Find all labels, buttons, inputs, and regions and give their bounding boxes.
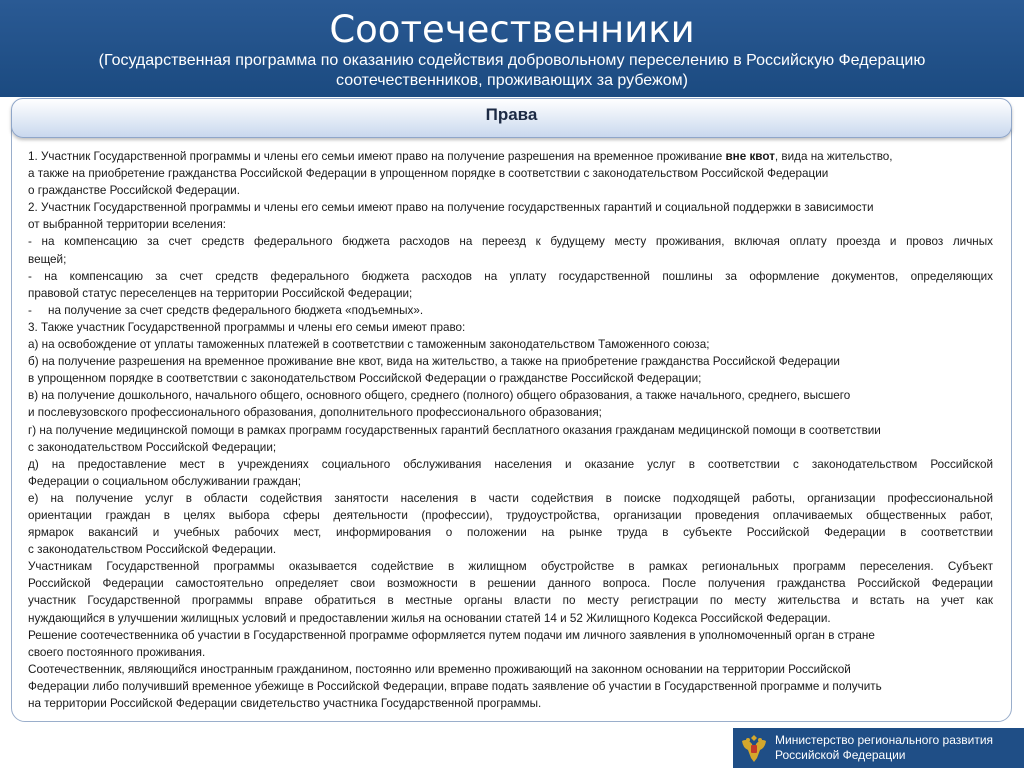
ministry-name-line-1: Министерство регионального развития [775,733,994,747]
ministry-name [775,733,993,763]
paragraph-5-line-1: Решение соотечественника об участии в Государственной программе оформляется путем подачи им личного заявления в уполномоченный орган в стране [28,628,875,642]
paragraph-4-line-3: участник Государственной программы вправе обратиться в местные органы власти по месту регистрации по месту жительства и встать на учет как [28,594,993,608]
bullet-dash: - [28,303,32,317]
item-d-line-1: г) на получение медицинской помощи в рамках программ государственных гарантий бесплатного оказания гражданам медицинской помощи в соответствии [28,423,881,437]
paragraph-4-line-4: нуждающийся в улучшении жилищных условий и предоставлении жилья на основании статей 14 и 52 Жилищного Кодекса Российской Федерации. [28,611,831,625]
paragraph-6-line-1: Соотечественник, являющийся иностранным гражданином, постоянно или временно проживающий на законном основании на территории Российской [28,662,851,676]
text-fragment: 1. Участник Государственной программы и члены его семьи имеют право на получение разрешения на временное проживание [28,150,726,163]
item-3 [28,302,993,319]
item-1-line-1: - на компенсацию за счет средств федерального бюджета расходов на переезд к будущему месту проживания, включая оплату проезда и провоз личных [28,235,993,249]
paragraph-2-line-1: 2. Участник Государственной программы и члены его семьи имеют право на получение государственных гарантий и социальной поддержки в зависимости [28,201,874,215]
bold-fragment: вне квот [725,150,775,163]
paragraph-4-line-1: Участникам Государственной программы оказывается содействие в жилищном обустройстве в рамках региональных программ переселения. Субъект [28,560,993,574]
item-e-line-2: Федерации о социальном обслуживании граждан; [28,474,302,488]
item-f-line-2: ориентации граждан в целях выбора сферы деятельности (профессии), трудоустройства, организации проведения оплачиваемых общественных работ, [28,508,993,522]
item-1-line-2: вещей; [28,252,67,266]
body-text [28,148,993,712]
text-fragment: , вида на жительство, [774,150,893,163]
item-2-line-2: правовой статус переселенцев на территории Российской Федерации; [28,286,413,300]
header-banner [0,0,1024,97]
item-f-line-1: е) на получение услуг в области содействия занятости населения в части содействия в поиске подходящей работы, организации профессиональной [28,491,993,505]
paragraph-3-line-1: 3. Также участник Государственной программы и члены его семьи имеют право: [28,320,466,334]
paragraph-1-line-2: а также на приобретение гражданства Российской Федерации в упрощенном порядке в соответствии с законодательством Российской Федерации [28,167,829,181]
item-b-line-2: в упрощенном порядке в соответствии с законодательством Российской Федерации о гражданстве Российской Федерации; [28,372,702,386]
item-2-line-1: - на компенсацию за счет средств федерального бюджета расходов на уплату государственной пошлины за оформление документов, определяющих [28,269,993,283]
item-c-line-2: и послевузовского профессионального образования, дополнительного профессионального образования; [28,406,602,420]
coat-of-arms-icon [739,732,769,764]
item-3-text: на получение за счет средств федерального бюджета «подъемных». [48,303,424,317]
paragraph-6-line-3: на территории Российской Федерации свидетельство участника Государственной программы. [28,697,542,710]
item-c-line-1: в) на получение дошкольного, начального общего, основного общего, среднего (полного) общего образования, а также начального, среднего, высшего [28,389,851,403]
ministry-footer [733,728,1024,768]
item-e-line-1: д) на предоставление мест в учреждениях социального обслуживания населения и оказание услуг в соответствии с законодательством Российской [28,457,993,471]
paragraph-6-line-2: Федерации либо получивший временное убежище в Российской Федерации, вправе подать заявление об участии в Государственной программе и получить [28,679,882,693]
paragraph-2-line-2: от выбранной территории вселения: [28,218,227,232]
ministry-name-line-2: Российской Федерации [775,748,906,762]
paragraph-1-line-1 [28,148,993,165]
item-b-line-1: б) на получение разрешения на временное проживание вне квот, вида на жительство, а также на приобретение гражданства Российской Федерации [28,355,840,369]
item-d-line-2: с законодательством Российской Федерации; [28,440,277,454]
paragraph-1-line-3: о гражданстве Российской Федерации. [28,184,240,198]
paragraph-5-line-2: своего постоянного проживания. [28,645,206,659]
section-title: Права [11,98,1012,138]
item-a: а) на освобождение от уплаты таможенных платежей в соответствии с таможенным законодательством Таможенного союза; [28,338,710,352]
paragraph-4-line-2: Российской Федерации самостоятельно определяет свои возможности в решении данного вопроса. После получения гражданства Российской Федерации [28,577,993,591]
item-f-line-4: с законодательством Российской Федерации. [28,543,277,557]
item-f-line-3: ярмарок вакансий и учебных рабочих мест, информирования о положении на рынке труда в субъекте Российской Федерации в соответствии [28,526,993,540]
page-title: Соотечественники [329,8,695,51]
page-subtitle: (Государственная программа по оказанию содействия добровольному переселению в Российскую Федерацию соотечественников, проживающих за рубежом) [98,52,926,89]
